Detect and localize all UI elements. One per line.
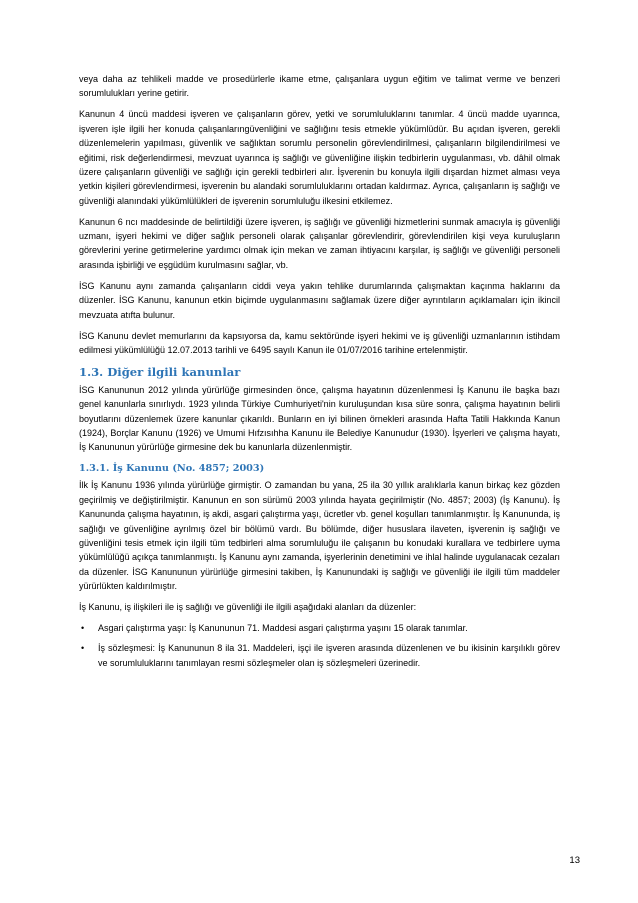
paragraph: İSG Kanunu aynı zamanda çalışanların ciddi veya yakın tehlike durumlarında çalışmaktan kaçınma haklarını da düzenler. İSG Kanunu, kanunun etkin biçimde uygulanmasını sağlamak üzere diğer ayrıntıların açıklamaları için ikincil mevzuata atıfta bulunur. [79, 280, 560, 320]
section-heading-1-3: 1.3. Diğer ilgili kanunlar [79, 364, 241, 379]
list-item-text: Asgari çalıştırma yaşı: İş Kanununun 71. Maddesi asgari çalıştırma yaşını 15 olarak tanımlar. [98, 623, 468, 633]
paragraph: veya daha az tehlikeli madde ve prosedürlerle ikame etme, çalışanlara uygun eğitim ve talimat verme ve benzeri sorumlulukları yerine getirir. [79, 74, 560, 99]
paragraph: İSG Kanunu devlet memurlarını da kapsıyorsa da, kamu sektöründe işyeri hekimi ve iş güvenliği uzmanlarının istihdam edilmesi yükümlülüğü 12.07.2013 tarihli ve 6495 sayılı Kanun ile 01/07/2016 tarihine ertelenmiştir. [79, 330, 560, 355]
page-content [79, 72, 560, 676]
section-heading-1-3-1: 1.3.1. İş Kanunu (No. 4857; 2003) [79, 463, 265, 475]
paragraph: İlk İş Kanunu 1936 yılında yürürlüğe girmiştir. O zamandan bu yana, 25 ila 30 yıllık aralıklarla kanun birkaç kez gözden geçirilmiş ve değiştirilmiştir. Kanunun en son sürümü 2003 yılında hayata geçirilmiştir (No. 4857; 2003) (İş Kanunu). İş Kanununda çalışma hayatının, iş akdi, asgari çalıştırma yaşı, ücretler vb. genel koşulları tanımlanmıştır. İş Kanununda, iş sağlığı ve güvenliğine ayrılmış özel bir bölümü vardı. Bu bölümde, diğer hususlara ilaveten, işverenin iş sağlığı ve güvenliğini tesis etmek için ilgili tüm tedbirleri alma sorumluluğu ile çalışanın bu konudaki kurallara ve tedbirlere uyma yükümlülüğü açıkça tanımlanmıştı. İş Kanunu aynı zamanda, işyerlerinin denetimini ve ihlal halinde uygulanacak cezaları da düzenler. İSG Kanununun yürürlüğe girmesini takiben, İş Kanunundaki iş sağlığı ve güvenliği ile ilgili tüm maddeler yürürlükten kaldırılmıştır. [79, 480, 560, 592]
bullet-icon: • [81, 623, 85, 633]
paragraph: Kanunun 4 üncü maddesi işveren ve çalışanların görev, yetki ve sorumluluklarını tanımlar. 4 üncü madde uyarınca, işveren işle ilgili her konuda çalışanlarıngüvenliğini ve sağlığını tesis etmekle yükümlüdür. Bu açıdan işveren, gerekli düzenlemelerin yapılması, güvenlik ve sağlıktan sorumlu personelin görevlendirilmesi, çalışanların bilgilendirilmesi ve eğitimi, risk değerlendirmesi, mevzuat uyarınca iş sağlığı ve güvenliğine ilişkin tedbirlerin uygulanması, vb. dâhil olmak üzere çalışanların güvenliği ve sağlığı için gerekli tedbirleri alır. İşverenin bu konuyla ilgili dışardan hizmet alması veya yetkin kişileri görevlendirmesi, işverenin bu alandaki sorumluluklarını ortadan kaldırmaz. Ayrıca, çalışanların iş sağlığı ve güvenliği alanındaki yükümlülükleri de işverenin sorumluluğu ilkesini etkilemez. [79, 109, 560, 206]
paragraph: İş Kanunu, iş ilişkileri ile iş sağlığı ve güvenliği ile ilgili aşağıdaki alanları da düzenler: [79, 602, 417, 613]
bullet-list [79, 621, 560, 670]
list-item [79, 641, 560, 670]
bullet-icon: • [81, 643, 85, 654]
paragraph: Kanunun 6 ncı maddesinde de belirtildiği üzere işveren, iş sağlığı ve güvenliği hizmetlerini sunmak amacıyla iş güvenliği uzmanı, işyeri hekimi ve diğer sağlık personeli olarak çalışanlar görevlendirir, görevlendirilen kişi veya kuruluşların görevlerini yerine getirmelerine yardımcı olmak için mekan ve zaman ihtiyacını karşılar, iş sağlığı ve güvenliği personeli arasında işbirliği ve eşgüdüm kurulmasını sağlar, vb. [79, 216, 560, 270]
list-item-text: İş sözleşmesi: İş Kanununun 8 ila 31. Maddeleri, işçi ile işveren arasında düzenlenen ve bu ikisinin karşılıklı görev ve sorumluluklarını tanımlayan resmi sözleşmeler olan iş sözleşmeleri üzerinedir. [98, 643, 560, 668]
list-item [79, 621, 560, 635]
page-number: 13 [569, 855, 580, 866]
paragraph: İSG Kanununun 2012 yılında yürürlüğe girmesinden önce, çalışma hayatının düzenlenmesi İş Kanunu ile başka bazı genel kanunlarla sınırlıydı. 1923 yılında Türkiye Cumhuriyeti'nin kuruluşundan kısa süre sonra, çalışma hayatının belirli boyutlarını düzenlemek üzere kanunlar çıkarıldı. Bunların en iyi bilinen örnekleri arasında Hafta Tatili Hakkında Kanun (1924), Borçlar Kanunu (1926) ve Umumi Hıfzısıhha Kanunu ile Belediye Kanunudur (1930). İşyerleri ve çalışma hayatı, İş Kanununun yürürlüğe girmesine dek bu kanunlarla düzenlenmiştir. [79, 384, 560, 453]
